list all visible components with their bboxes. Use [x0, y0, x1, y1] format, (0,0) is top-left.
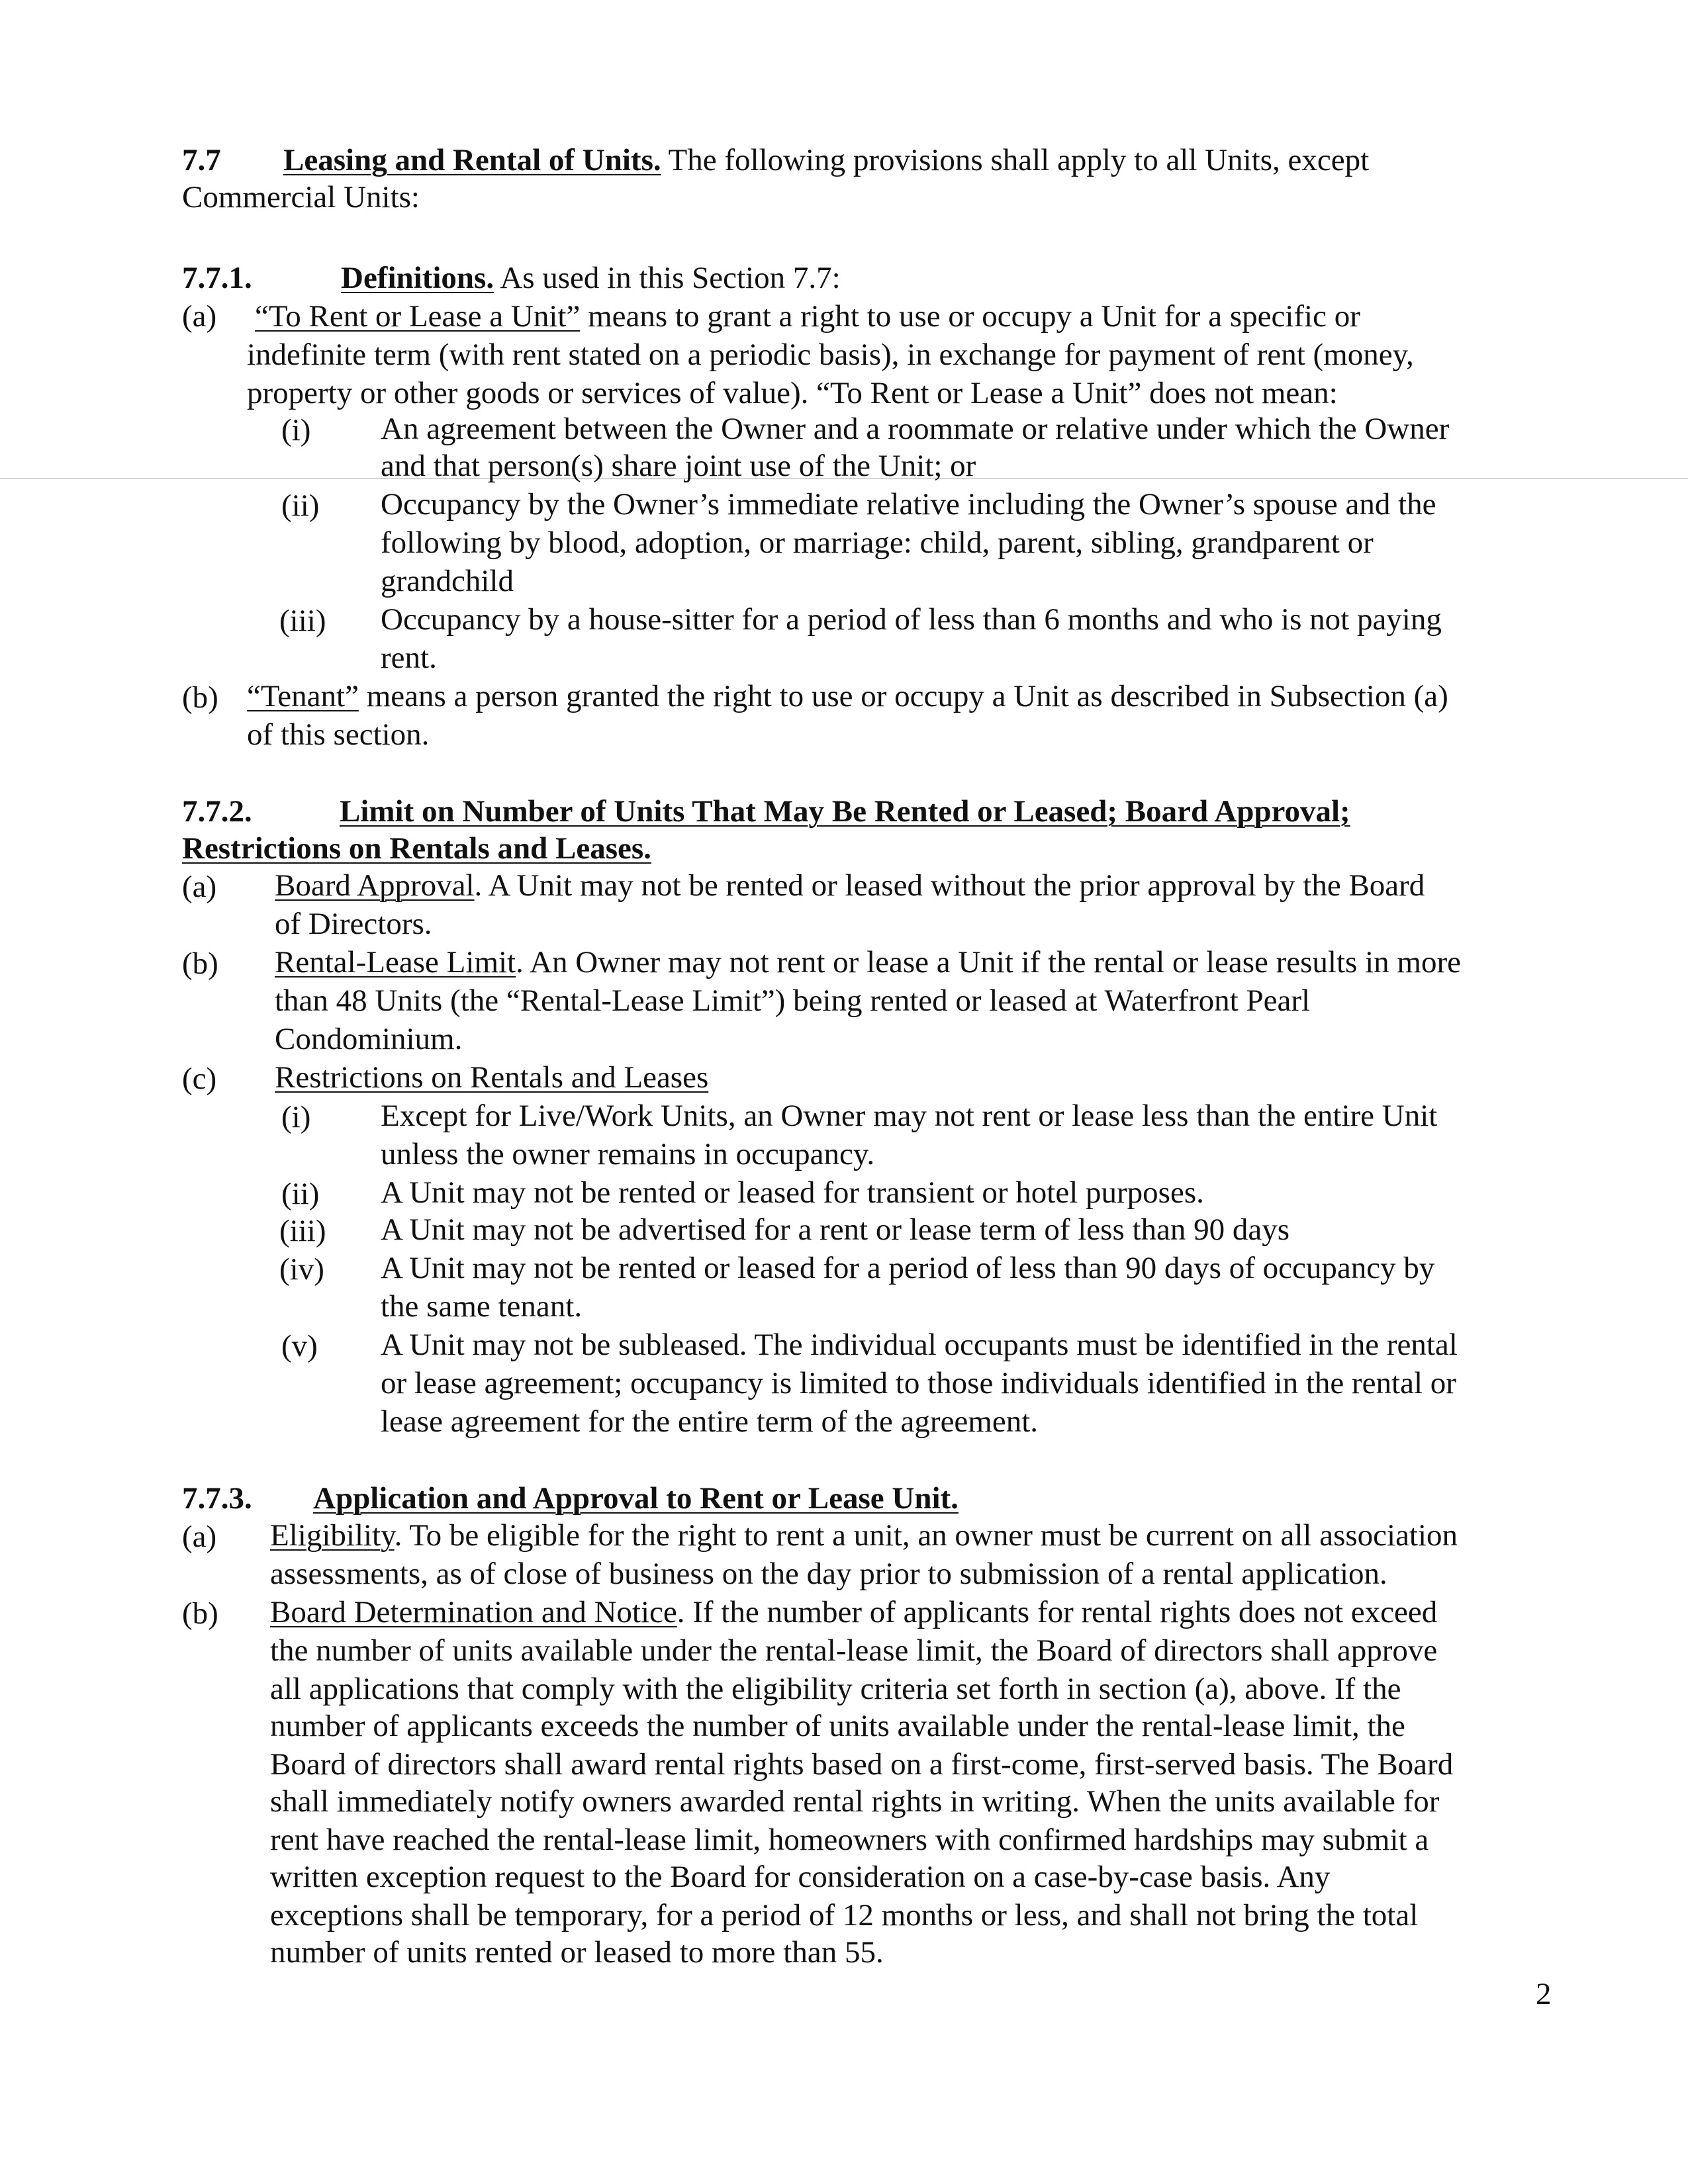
paragraph-line: A Unit may not be advertised for a rent or lease term of less than 90 days	[381, 1212, 1290, 1247]
paragraph-text: . A Unit may not be rented or leased without the prior approval by the Board	[474, 868, 1425, 903]
item-marker: (iii)	[279, 604, 326, 638]
item-marker: (iv)	[279, 1252, 324, 1287]
paragraph-line: shall immediately notify owners awarded rental rights in writing. When the units available for	[270, 1784, 1440, 1819]
paragraph-line: the number of units available under the rental-lease limit, the Board of directors shall approve	[270, 1633, 1438, 1668]
section-heading: Application and Approval to Rent or Lease Unit.	[313, 1481, 959, 1516]
item-marker: (a)	[182, 299, 217, 334]
section-heading: Limit on Number of Units That May Be Rented or Leased; Board Approval;	[340, 794, 1350, 829]
paragraph-line	[275, 944, 1461, 981]
paragraph-text: . An Owner may not rent or lease a Unit if the rental or lease results in more	[516, 945, 1461, 979]
paragraph-line: grandchild	[381, 564, 514, 598]
paragraph-line: than 48 Units (the “Rental-Lease Limit”) being rented or leased at Waterfront Pearl	[275, 983, 1311, 1018]
paragraph-line: or lease agreement; occupancy is limited to those individuals identified in the rental or	[381, 1366, 1456, 1400]
paragraph-line: Except for Live/Work Units, an Owner may not rent or lease less than the entire Unit	[381, 1099, 1438, 1133]
item-marker: (b)	[182, 1596, 218, 1631]
paragraph-line	[275, 867, 1425, 904]
item-marker: (b)	[182, 946, 218, 981]
paragraph-line: A Unit may not be subleased. The individual occupants must be identified in the rental	[381, 1328, 1458, 1362]
paragraph-line: written exception request to the Board for consideration on a case-by-case basis. Any	[270, 1860, 1331, 1894]
paragraph-text: . To be eligible for the right to rent a unit, an owner must be current on all association	[394, 1518, 1458, 1553]
item-marker: (ii)	[281, 488, 320, 523]
item-marker: (b)	[182, 680, 218, 715]
paragraph-line: A Unit may not be rented or leased for transient or hotel purposes.	[381, 1175, 1204, 1210]
item-marker: (a)	[182, 1520, 217, 1554]
paragraph-line: A Unit may not be rented or leased for a period of less than 90 days of occupancy by	[381, 1251, 1435, 1285]
paragraph-line: Board of directors shall award rental rights based on a first-come, first-served basis. The Board	[270, 1747, 1454, 1782]
paragraph-line: unless the owner remains in occupancy.	[381, 1137, 875, 1171]
item-title: Restrictions on Rentals and Leases	[275, 1060, 709, 1095]
section-number: 7.7.2.	[182, 794, 252, 829]
section-number: 7.7.3.	[182, 1481, 252, 1516]
section-intro: The following provisions shall apply to all Units, except	[668, 143, 1370, 177]
item-marker: (iii)	[279, 1214, 326, 1248]
section-heading-line	[283, 142, 1369, 179]
section-heading-line	[341, 259, 841, 296]
paragraph-line	[247, 678, 1448, 715]
paragraph-line: Occupancy by the Owner’s immediate relative including the Owner’s spouse and the	[381, 487, 1436, 522]
paragraph-line: exceptions shall be temporary, for a period of 12 months or less, and shall not bring the total	[270, 1898, 1419, 1933]
paragraph-line: of this section.	[247, 717, 430, 752]
paragraph-line	[270, 1517, 1458, 1554]
paragraph-line: Condominium.	[275, 1022, 463, 1056]
paragraph-line	[255, 298, 1360, 335]
defined-term: “To Rent or Lease a Unit”	[255, 299, 581, 334]
section-heading: Definitions.	[341, 261, 494, 295]
item-marker: (i)	[281, 413, 311, 447]
paragraph-text: means to grant a right to use or occupy a Unit for a specific or	[588, 299, 1360, 334]
item-title: Eligibility	[270, 1518, 395, 1553]
item-title: Rental-Lease Limit	[275, 945, 516, 979]
paragraph-line: Occupancy by a house-sitter for a period of less than 6 months and who is not paying	[381, 602, 1442, 637]
paragraph-line	[270, 1594, 1437, 1631]
paragraph-line: all applications that comply with the eligibility criteria set forth in section (a), above. If the	[270, 1672, 1401, 1706]
section-intro: As used in this Section 7.7:	[500, 261, 841, 295]
item-marker: (ii)	[281, 1177, 320, 1211]
page-number: 2	[1536, 1977, 1552, 2011]
paragraph-text: means a person granted the right to use or occupy a Unit as described in Subsection (a)	[366, 679, 1448, 713]
paragraph-line: rent have reached the rental-lease limit, homeowners with confirmed hardships may submit a	[270, 1823, 1429, 1857]
section-number: 7.7	[182, 143, 221, 177]
item-marker: (v)	[281, 1329, 318, 1363]
paragraph-line: An agreement between the Owner and a roommate or relative under which the Owner	[381, 412, 1450, 446]
paragraph-line: lease agreement for the entire term of the agreement.	[381, 1404, 1039, 1439]
section-heading: Leasing and Rental of Units.	[283, 143, 661, 177]
item-marker: (a)	[182, 870, 217, 904]
defined-term: “Tenant”	[247, 679, 359, 713]
paragraph-text: . If the number of applicants for rental rights does not exceed	[677, 1595, 1438, 1629]
paragraph-line: number of applicants exceeds the number of units available under the rental-lease limit, the	[270, 1709, 1405, 1743]
paragraph-line: rent.	[381, 641, 437, 675]
paragraph-line: number of units rented or leased to more than 55.	[270, 1935, 884, 1970]
paragraph-line: the same tenant.	[381, 1289, 583, 1324]
section-number: 7.7.1.	[182, 261, 252, 295]
paragraph-line: indefinite term (with rent stated on a periodic basis), in exchange for payment of rent (money,	[247, 338, 1414, 372]
item-title: Board Approval	[275, 868, 475, 903]
paragraph-line: following by blood, adoption, or marriage: child, parent, sibling, grandparent or	[381, 525, 1374, 560]
item-title: Board Determination and Notice	[270, 1595, 677, 1629]
paragraph-line: assessments, as of close of business on the day prior to submission of a rental application.	[270, 1557, 1387, 1591]
paragraph-line: property or other goods or services of value). “To Rent or Lease a Unit” does not mean:	[247, 376, 1338, 410]
item-marker: (c)	[182, 1062, 217, 1096]
item-marker: (i)	[281, 1100, 311, 1134]
section-intro-cont: Commercial Units:	[182, 180, 420, 214]
paragraph-line: of Directors.	[275, 907, 432, 941]
section-heading-cont: Restrictions on Rentals and Leases.	[182, 831, 651, 866]
paragraph-line: and that person(s) share joint use of the Unit; or	[381, 449, 976, 483]
